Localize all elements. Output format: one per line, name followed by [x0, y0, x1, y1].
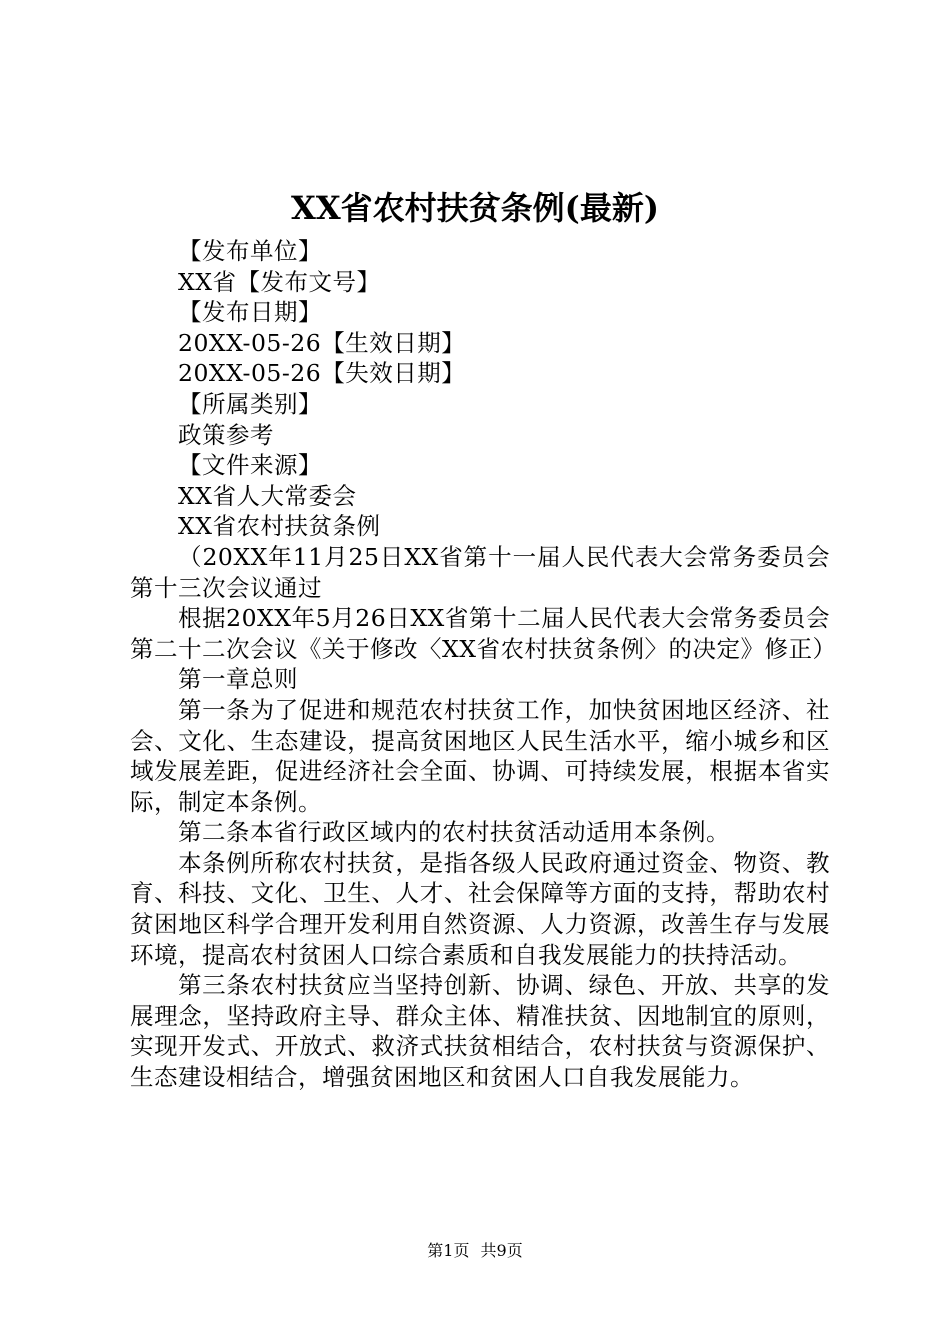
meta-category-value: 政策参考 [178, 420, 274, 449]
page-footer [0, 1240, 950, 1262]
document-body [130, 236, 837, 1093]
meta-source-label: 【文件来源】 [178, 451, 322, 480]
page-number: 第1页 [427, 1241, 470, 1260]
regulation-name: XX省农村扶贫条例 [178, 512, 381, 541]
page-total: 共9页 [480, 1241, 523, 1260]
article-1: 第一条为了促进和规范农村扶贫工作，加快贫困地区经济、社会、文化、生态建设，提高贫困地区人民生活水平，缩小城乡和区域发展差距，促进经济社会全面、协调、可持续发展，根据本省实际，制定本条例。 [130, 695, 830, 816]
meta-expiry-date: 20XX-05-26【失效日期】 [178, 359, 466, 388]
meta-category-label: 【所属类别】 [178, 389, 322, 418]
meta-publish-date-label: 【发布日期】 [178, 298, 322, 327]
meta-publisher-label: 【发布单位】 [178, 237, 322, 265]
article-3: 第三条农村扶贫应当坚持创新、协调、绿色、开放、共享的发展理念，坚持政府主导、群众主体、精准扶贫、因地制宜的原则，实现开发式、开放式、救济式扶贫相结合，农村扶贫与资源保护、生态建设相结合，增强贫困地区和贫困人口自我发展能力。 [130, 971, 830, 1092]
chapter-heading: 第一章总则 [178, 665, 298, 694]
article-2: 第二条本省行政区域内的农村扶贫活动适用本条例。 [178, 818, 730, 847]
meta-effective-date: 20XX-05-26【生效日期】 [178, 328, 466, 357]
adoption-note: （20XX年11月25日XX省第十一届人民代表大会常务委员会第十三次会议通过 [130, 542, 830, 602]
amendment-note: 根据20XX年5月26日XX省第十二届人民代表大会常务委员会第二十二次会议《关于修改〈XX省农村扶贫条例〉的决定》修正） [130, 604, 837, 663]
meta-doc-number: XX省【发布文号】 [178, 267, 381, 296]
document-title: XX省农村扶贫条例(最新) [291, 189, 659, 227]
meta-source-value: XX省人大常委会 [178, 481, 357, 510]
article-2-definition: 本条例所称农村扶贫，是指各级人民政府通过资金、物资、教育、科技、文化、卫生、人才、社会保障等方面的支持，帮助农村贫困地区科学合理开发利用自然资源、人力资源，改善生存与发展环境，提高农村贫困人口综合素质和自我发展能力的扶持活动。 [130, 848, 830, 969]
